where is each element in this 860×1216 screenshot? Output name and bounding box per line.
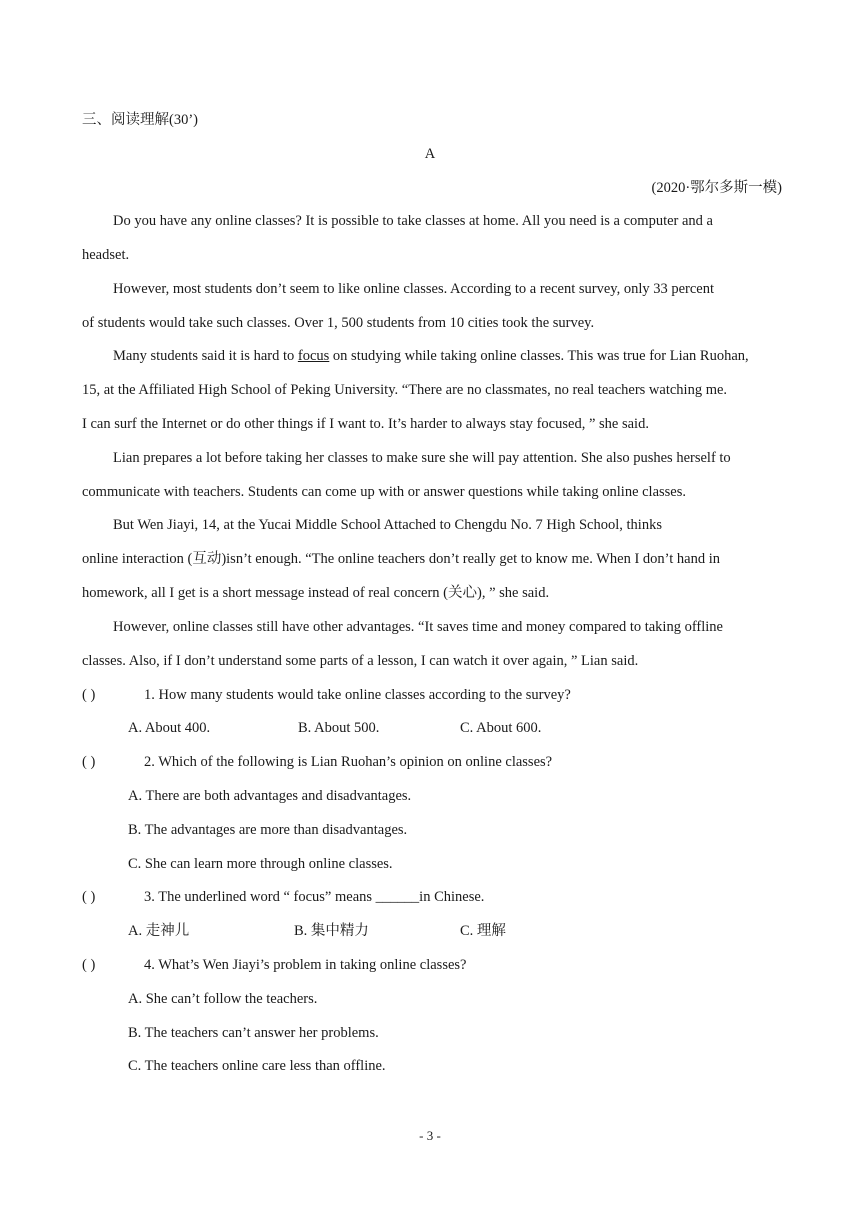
paragraph-text: Many students said it is hard to	[113, 348, 298, 364]
paragraph-line: 15, at the Affiliated High School of Peking University. “There are no classmates, no real teachers watching me.	[82, 382, 728, 398]
paragraph-line: I can surf the Internet or do other things if I want to. It’s harder to always stay focused, ” she said.	[82, 416, 649, 432]
option-b: B. The teachers can’t answer her problems.	[128, 1025, 379, 1041]
page-number: - 3 -	[419, 1128, 441, 1143]
question-4	[82, 955, 782, 975]
option-c: C. She can learn more through online classes.	[128, 856, 393, 872]
paragraph-line: headset.	[82, 247, 130, 263]
source-note: (2020·鄂尔多斯一模)	[651, 180, 782, 196]
paragraph-line: classes. Also, if I don’t understand some parts of a lesson, I can watch it over again, ” Lian said.	[82, 653, 639, 669]
paragraph-line: communicate with teachers. Students can come up with or answer questions while taking online classes.	[82, 484, 687, 500]
question-stem: 3. The underlined word “ focus” means ______in Chinese.	[144, 889, 485, 905]
option-c: C. 理解	[460, 923, 506, 939]
paragraph-line: homework, all I get is a short message instead of real concern (关心), ” she said.	[82, 585, 550, 601]
question-stem: 4. What’s Wen Jiayi’s problem in taking online classes?	[144, 957, 467, 973]
paragraph-line	[113, 346, 782, 366]
question-1	[82, 685, 782, 705]
option-a: A. She can’t follow the teachers.	[128, 991, 318, 1007]
option-c: C. The teachers online care less than offline.	[128, 1058, 386, 1074]
paragraph-line: Lian prepares a lot before taking her classes to make sure she will pay attention. She also pushes herself to	[113, 450, 731, 466]
option-a: A. There are both advantages and disadvantages.	[128, 788, 412, 804]
passage-label: A	[424, 146, 436, 162]
paragraph-line: of students would take such classes. Over 1, 500 students from 10 cities took the survey.	[82, 315, 595, 331]
answer-blank: ( )	[82, 754, 96, 770]
answer-blank: ( )	[82, 889, 96, 905]
paragraph-line: online interaction (互动)isn’t enough. “The online teachers don’t really get to know me. When I don’t hand in	[82, 551, 720, 567]
paragraph-text: on studying while taking online classes. This was true for Lian Ruohan,	[329, 348, 749, 364]
option-b: B. The advantages are more than disadvantages.	[128, 822, 408, 838]
question-stem: 1. How many students would take online classes according to the survey?	[144, 687, 571, 703]
answer-blank: ( )	[82, 687, 96, 703]
underlined-word-focus: focus	[297, 348, 330, 364]
paragraph-line: However, online classes still have other advantages. “It saves time and money compared to taking offline	[113, 619, 723, 635]
question-stem: 2. Which of the following is Lian Ruohan’s opinion on online classes?	[144, 754, 553, 770]
section-heading: 三、阅读理解(30’)	[82, 112, 198, 128]
option-c: C. About 600.	[460, 720, 542, 736]
option-b: B. 集中精力	[294, 923, 369, 939]
option-a: A. About 400.	[128, 720, 211, 736]
question-3	[82, 887, 782, 907]
paragraph-line: However, most students don’t seem to like online classes. According to a recent survey, only 33 percent	[113, 281, 715, 297]
option-b: B. About 500.	[298, 720, 380, 736]
option-a: A. 走神儿	[128, 923, 190, 939]
question-1-options	[128, 718, 782, 738]
paragraph-line: But Wen Jiayi, 14, at the Yucai Middle School Attached to Chengdu No. 7 High School, thinks	[113, 517, 662, 533]
answer-blank: ( )	[82, 957, 96, 973]
question-3-options	[128, 921, 782, 941]
paragraph-line: Do you have any online classes? It is possible to take classes at home. All you need is a computer and a	[113, 213, 713, 229]
question-2	[82, 752, 782, 772]
